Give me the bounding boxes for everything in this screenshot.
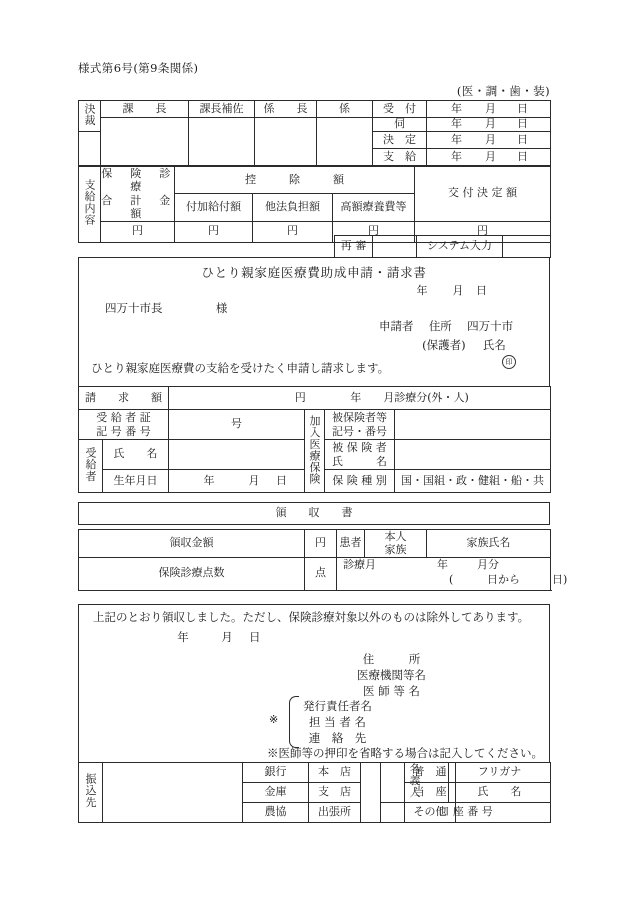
patient-label: 患者 xyxy=(337,530,365,558)
stmt-month: 月 xyxy=(221,630,233,644)
month-label-4: 月 xyxy=(485,149,496,163)
doctor-name-label: 医 師 等 名 xyxy=(363,684,420,698)
range-open-paren: ( xyxy=(449,572,454,586)
year-label-1: 年 xyxy=(451,101,462,115)
treatment-year: 年 xyxy=(437,557,448,571)
bank-side-label-text: 振込先 xyxy=(84,773,97,808)
approval-sign-kakari[interactable] xyxy=(317,118,373,166)
review-system-table xyxy=(334,235,551,258)
holder-name-label: 氏 名 xyxy=(449,783,551,803)
application-statement: ひとり親家庭医療費の支給を受けたく申請し請求します。 xyxy=(91,361,390,375)
number-suffix: 号 xyxy=(231,417,242,431)
claim-period: 年 月診療分(外・人) xyxy=(350,390,469,404)
seal-icon: 印 xyxy=(502,355,516,369)
receipt-amount-value[interactable] xyxy=(305,530,337,558)
receipt-amount-unit: 円 xyxy=(315,536,326,550)
recipient-name-value[interactable] xyxy=(169,440,305,470)
institution-type-shinkin[interactable]: 金庫 xyxy=(243,783,309,803)
branch-type-branch[interactable]: 支 店 xyxy=(309,783,361,803)
birth-date-value[interactable] xyxy=(169,470,305,493)
birth-year: 年 xyxy=(203,473,215,487)
account-type-futsu[interactable]: 普 通 xyxy=(405,763,456,783)
day-label-4: 日 xyxy=(517,149,528,163)
approval-sign-kacho[interactable] xyxy=(101,118,189,166)
application-date[interactable] xyxy=(404,285,487,298)
bank-transfer-table xyxy=(78,762,551,823)
approval-sign-kakaricho[interactable] xyxy=(255,118,317,166)
review-value[interactable] xyxy=(373,236,417,258)
app-date-day: 日 xyxy=(476,284,487,297)
range-from: 日から xyxy=(487,572,520,586)
approval-side-label xyxy=(79,101,101,132)
approval-payment-table xyxy=(78,100,551,166)
deduction-tahou-value[interactable]: 円 xyxy=(253,221,333,242)
payment-content-table xyxy=(78,166,551,243)
institution-name-label: 医療機関等名 xyxy=(357,668,426,682)
insurance-type-options[interactable]: 国・国組・政・健組・船・共 xyxy=(395,470,551,493)
month-label-1: 月 xyxy=(485,101,496,115)
recipient-cert-line1: 受 給 者 証 xyxy=(96,411,151,425)
insured-name-label xyxy=(325,440,395,470)
insurance-total-line2: 合 計 金 額 xyxy=(101,193,189,221)
addressee-name: 四万十市長 xyxy=(105,301,163,315)
day-label-3: 日 xyxy=(517,132,528,146)
address-label: 住所 xyxy=(428,319,452,333)
recipient-cert-label xyxy=(79,410,169,440)
account-number-label: 口 座 番 号 xyxy=(381,803,551,823)
recipient-cert-line2: 記 号 番 号 xyxy=(96,424,151,438)
institution-type-nokyo[interactable]: 農協 xyxy=(243,803,309,823)
bank-name-input[interactable] xyxy=(103,763,243,823)
grant-decision-value[interactable]: 円 xyxy=(415,221,551,242)
form-number: 様式第6号(第9条関係) xyxy=(78,61,199,75)
institution-type-bank[interactable]: 銀行 xyxy=(243,763,309,783)
insurance-type-label: 保 険 種 別 xyxy=(325,470,395,493)
approval-side-label-text: 決裁 xyxy=(83,102,96,126)
insurance-side-label xyxy=(305,410,325,493)
insured-number-line1: 被保険者等 xyxy=(332,411,387,425)
brace-icon xyxy=(289,696,299,748)
claim-recipient-table xyxy=(78,386,551,493)
kana-label: フリガナ xyxy=(449,763,551,783)
year-label-3: 年 xyxy=(451,132,462,146)
deduction-group-label: 控 除 額 xyxy=(175,167,415,194)
receipt-heading: 領 収 書 xyxy=(79,503,550,525)
asterisk-mark: ※ xyxy=(269,713,279,726)
deduction-fuka-value[interactable]: 円 xyxy=(175,221,253,242)
person-in-charge-label: 担 当 者 名 xyxy=(309,715,366,729)
institution-statement-cell xyxy=(79,605,550,763)
receipt-statement-text: 上記のとおり領収しました。ただし、保険診療対象以外のものは除外してあります。 xyxy=(93,610,530,624)
grant-decision-label: 交 付 決 定 額 xyxy=(415,167,551,222)
deduction-kougaku-value[interactable]: 円 xyxy=(333,221,415,242)
receipt-points-label: 保険診療点数 xyxy=(79,557,305,590)
institution-fields xyxy=(357,651,426,699)
month-label-3: 月 xyxy=(485,132,496,146)
birth-day: 日 xyxy=(276,473,287,487)
account-holder-side-label-text: 名義人 xyxy=(408,763,421,798)
account-type-other[interactable]: その他 xyxy=(405,803,456,823)
approval-date-shikyu[interactable] xyxy=(427,149,551,166)
receipt-statement-date[interactable] xyxy=(161,631,261,644)
account-type-toza[interactable]: 当 座 xyxy=(405,783,456,803)
insurance-side-label-text: 加入医療保険 xyxy=(308,414,321,484)
document-title: ひとり親家庭医療費助成申請・請求書 xyxy=(201,265,427,280)
insurance-total-label xyxy=(101,167,189,222)
institution-statement-table xyxy=(78,604,550,763)
year-label-2: 年 xyxy=(451,117,462,131)
approval-col-kakari: 係 xyxy=(317,101,373,118)
issuer-responsible-label: 発行責任者名 xyxy=(303,699,372,713)
insurance-total-value[interactable]: 円 xyxy=(101,221,175,242)
family-name-label: 家族氏名 xyxy=(427,530,551,558)
approval-col-kakaricho: 係 長 xyxy=(255,101,317,118)
stmt-day: 日 xyxy=(249,630,261,644)
claim-yen: 円 xyxy=(294,390,306,404)
approval-side-label-2 xyxy=(79,132,101,166)
seal-omission-footnote: ※医師等の押印を省略する場合は記入してください。 xyxy=(267,746,543,760)
claim-amount-label: 請 求 額 xyxy=(79,387,169,410)
stmt-year: 年 xyxy=(177,630,189,644)
insured-name-value[interactable] xyxy=(395,440,551,470)
approval-date-kettei[interactable] xyxy=(427,132,551,149)
approval-row-label-kettei: 決 定 xyxy=(373,132,427,149)
branch-type-main[interactable]: 本 店 xyxy=(309,763,361,783)
approval-row-label-uketsuke: 受 付 xyxy=(373,101,427,118)
receipt-points-unit: 点 xyxy=(315,566,326,580)
claim-amount-value[interactable] xyxy=(169,387,551,410)
application-title-cell xyxy=(79,258,550,387)
payment-side-label-text: 支給内容 xyxy=(83,179,96,226)
receipt-detail-table xyxy=(78,529,568,591)
receipt-points-value[interactable] xyxy=(305,557,337,590)
system-input-label: システム入力 xyxy=(417,236,503,258)
recipient-name-label: 氏 名 xyxy=(103,440,169,470)
self-label: 本人 xyxy=(384,530,407,543)
approval-row-label-shikyu: 支 給 xyxy=(373,149,427,166)
system-input-value[interactable] xyxy=(503,236,551,258)
approval-col-kacho: 課 長 xyxy=(101,101,189,118)
category-line: (医・調・歯・装) xyxy=(456,84,550,98)
recipient-cert-value[interactable] xyxy=(169,410,305,440)
self-or-family-toggle[interactable] xyxy=(365,530,427,558)
address-value[interactable]: 四万十市 xyxy=(467,319,514,333)
recipient-side-label-text: 受給者 xyxy=(84,446,97,482)
bank-side-label xyxy=(79,763,103,823)
insured-number-label xyxy=(325,410,395,440)
birth-date-label: 生年月日 xyxy=(103,470,169,493)
day-label-1: 日 xyxy=(517,101,528,115)
approval-col-kachohosa: 課長補佐 xyxy=(189,101,255,118)
insured-number-value[interactable] xyxy=(395,410,551,440)
insured-name-line2: 氏 名 xyxy=(332,454,387,468)
range-to: 日) xyxy=(552,572,568,586)
treatment-month-label: 診療月 xyxy=(343,557,376,571)
approval-date-uketsuke[interactable] xyxy=(427,101,551,118)
treatment-month-suffix: 月分 xyxy=(477,557,499,571)
addressee-honorific: 様 xyxy=(215,301,228,315)
family-label: 家族 xyxy=(384,543,407,557)
approval-sign-kachohosa[interactable] xyxy=(189,118,255,166)
insured-number-line2: 記号・番号 xyxy=(332,424,387,438)
applicant-label: 申請者 xyxy=(379,319,414,333)
branch-type-office[interactable]: 出張所 xyxy=(309,803,361,823)
review-label: 再 審 xyxy=(335,236,373,258)
deduction-col-tahou: 他法負担額 xyxy=(253,194,333,221)
treatment-month-cell[interactable] xyxy=(337,557,568,590)
insurance-total-line1: 保 険 診 療 xyxy=(101,167,189,194)
app-date-year: 年 xyxy=(416,284,428,297)
applicant-address-line xyxy=(379,320,513,333)
payment-side-label xyxy=(79,167,101,243)
account-type-column xyxy=(404,762,456,823)
application-title-block xyxy=(78,257,550,387)
approval-date-ukagai[interactable] xyxy=(427,118,551,132)
deduction-col-fuka: 付加給付額 xyxy=(175,194,253,221)
birth-month: 月 xyxy=(248,473,260,487)
app-date-month: 月 xyxy=(452,284,464,297)
addressee-line xyxy=(105,302,227,315)
insured-name-line1: 被 保 険 者 xyxy=(332,441,387,455)
year-label-4: 年 xyxy=(451,149,462,163)
institution-address-label: 住 所 xyxy=(362,652,421,666)
braced-field-list xyxy=(303,698,372,746)
receipt-amount-label: 領収金額 xyxy=(79,530,305,558)
contact-label: 連 絡 先 xyxy=(308,731,367,745)
day-label-2: 日 xyxy=(517,117,528,131)
month-label-2: 月 xyxy=(485,117,496,131)
applicant-name-label: 氏名 xyxy=(482,338,506,352)
guardian-label: (保護者) xyxy=(422,338,466,352)
approval-row-label-ukagai: 伺 xyxy=(373,118,427,132)
receipt-heading-table xyxy=(78,502,550,525)
applicant-name-line xyxy=(379,339,549,369)
recipient-side-label xyxy=(79,440,103,493)
deduction-col-kougaku: 高額療養費等 xyxy=(333,194,415,221)
